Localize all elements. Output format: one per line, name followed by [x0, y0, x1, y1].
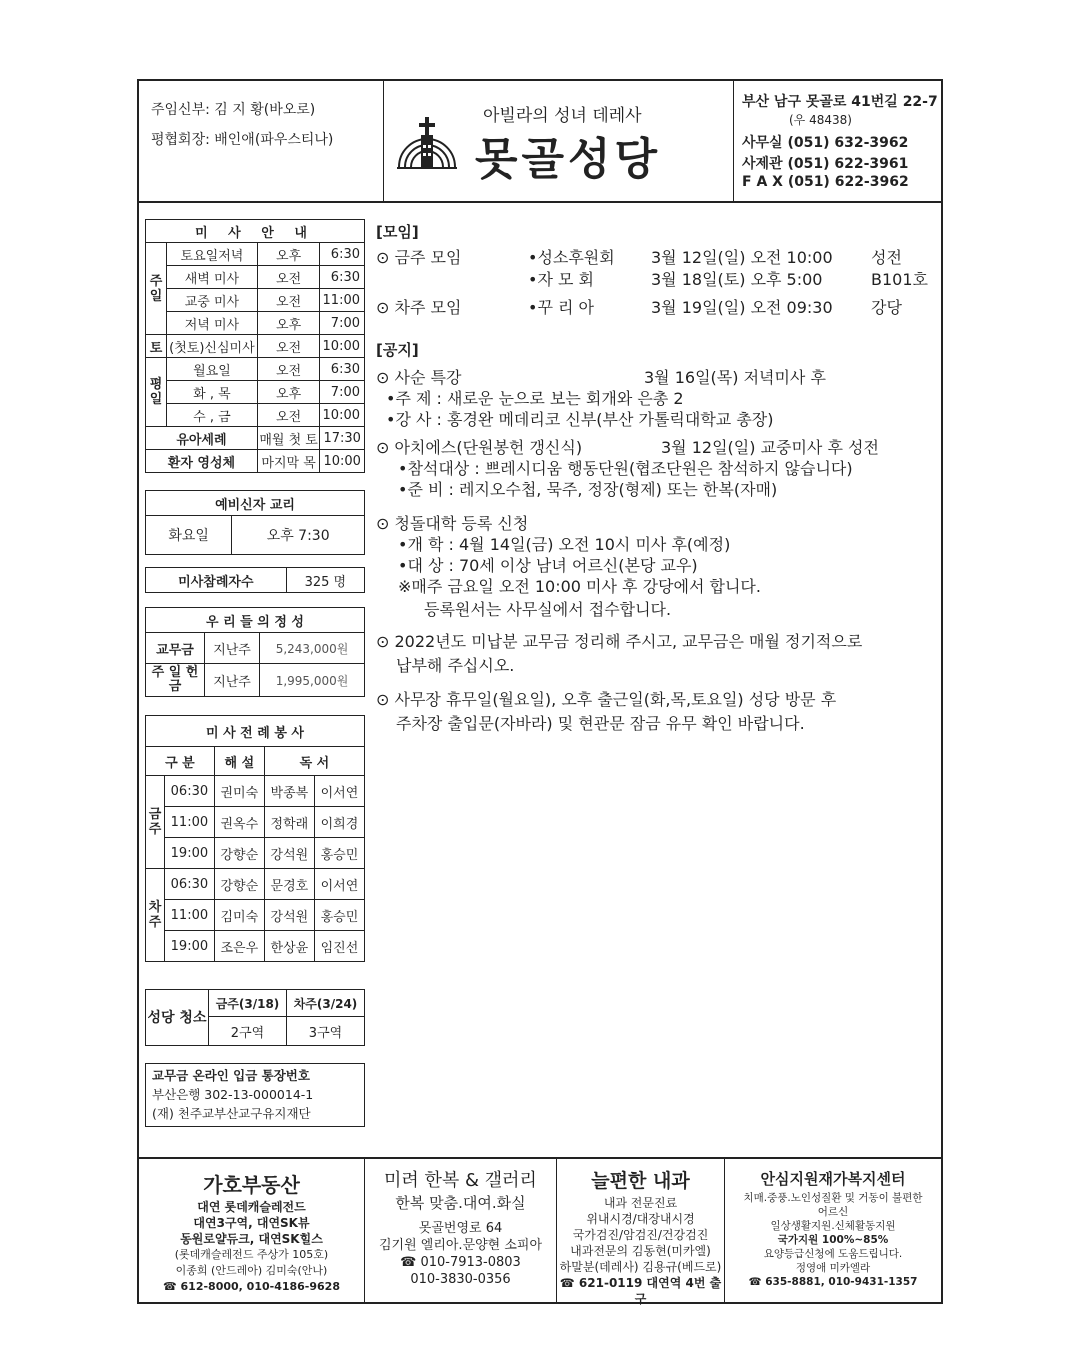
server-time: 06:30 [165, 869, 215, 900]
cleaning-table [145, 989, 365, 1046]
notice-line: 주차장 출입문(자바라) 및 현관문 잠금 유무 확인 바랍니다. [396, 714, 805, 733]
sick-communion-time: 10:00 [320, 450, 365, 473]
this-week-label: ⊙ 금주 모임 [376, 248, 462, 267]
saturday-label: 토 [146, 335, 167, 358]
mass-ampm: 오후 [257, 312, 320, 335]
notice-when: 3월 12일(일) 교중미사 후 성전 [661, 438, 879, 457]
mass-ampm: 오전 [257, 266, 320, 289]
notice-line: •개 학 : 4월 14일(금) 오전 10시 미사 후(예정) [398, 535, 731, 554]
mass-time: 11:00 [320, 289, 365, 312]
mass-name: 새벽 미사 [167, 266, 258, 289]
fax-number: F A X (051) 622-3962 [742, 174, 909, 190]
zip-code: (우 48438) [789, 113, 852, 127]
mass-ampm: 오전 [257, 404, 320, 427]
server-reader: 한상윤 [264, 931, 314, 962]
server-reader: 강석원 [264, 900, 314, 931]
bank-account-box [145, 1063, 365, 1127]
ad-line: 정영애 미카엘라 [795, 1262, 871, 1274]
notice-line: •강 사 : 홍경완 메데리코 신부(부산 가톨릭대학교 총장) [386, 410, 774, 429]
ad-line: 김기원 엘리아.문양현 소피아 [378, 1238, 543, 1253]
server-commentator: 김미숙 [214, 900, 264, 931]
header-title-block [383, 81, 734, 201]
catechumen-day: 화요일 [146, 516, 232, 555]
catechumen-title: 예비신자 교리 [146, 491, 365, 516]
server-time: 11:00 [165, 807, 215, 838]
ad-line: 이종희 (안드레아) 김미숙(안나) [175, 1264, 328, 1277]
server-commentator: 권미숙 [214, 776, 264, 807]
parish-title: 못골성당 [475, 134, 662, 185]
attendance-label: 미사참례자수 [146, 568, 287, 593]
notice-lent-lecture [376, 367, 936, 437]
meeting-when: 3월 18일(토) 오후 5:00 [651, 270, 823, 289]
server-commentator: 조은우 [214, 931, 264, 962]
liturgy-servers-table [145, 715, 365, 962]
mass-name: 월요일 [167, 358, 258, 381]
offering-period: 지난주 [205, 633, 260, 664]
servers-header-commentator: 해 설 [214, 747, 264, 776]
cleaning-label: 성당 청소 [146, 990, 209, 1046]
server-reader: 정학래 [264, 807, 314, 838]
offering-amount: 5,243,000원 [260, 633, 365, 664]
meeting-where: 성전 [871, 248, 902, 267]
mass-time: 7:00 [320, 312, 365, 335]
meetings-title: [모임] [376, 223, 419, 241]
mass-schedule-table [145, 219, 365, 473]
ad-line: 국가지원 100%~85% [777, 1234, 889, 1246]
server-time: 19:00 [165, 931, 215, 962]
notice-dues [376, 631, 936, 689]
this-week-meetings [376, 247, 936, 297]
server-reader: 이서연 [314, 869, 364, 900]
server-reader: 강석원 [264, 838, 314, 869]
server-reader: 이희경 [314, 807, 364, 838]
notice-line: 납부해 주십시오. [396, 656, 515, 675]
attendance-value: 325 명 [286, 568, 364, 593]
attendance-table [145, 567, 365, 593]
notice-title: ⊙ 아치에스(단원봉헌 갱신식) [376, 438, 583, 457]
ad-clinic [557, 1159, 725, 1304]
server-reader: 홍승민 [314, 838, 364, 869]
bank-title: 교무금 온라인 입금 통장번호 [152, 1068, 310, 1083]
ad-line: (롯데캐슬레전드 주상가 105호) [174, 1248, 329, 1261]
ad-line: 동원로얄듀크, 대연SK힐스 [180, 1232, 323, 1246]
notice-line: ⊙ 2022년도 미납분 교무금 정리해 주시고, 교무금은 매월 정기적으로 [376, 632, 863, 651]
header-staff [139, 81, 384, 201]
notice-line: ※매주 금요일 오전 10:00 미사 후 강당에서 합니다. [398, 577, 761, 596]
ad-line: 내과 전문진료 [603, 1196, 678, 1210]
ad-title: 가호부동산 [203, 1173, 300, 1197]
offering-label: 교무금 [146, 633, 205, 664]
ad-line: ☎ 621-0119 대연역 4번 출구 [559, 1276, 722, 1306]
mass-schedule-title: 미 사 안 내 [146, 220, 365, 243]
server-reader: 홍승민 [314, 900, 364, 931]
notice-senior-college [376, 513, 936, 631]
address: 부산 남구 못골로 41번길 22-7 [742, 94, 938, 110]
ad-line: ☎ 010-7913-0803 [400, 1255, 521, 1270]
ad-line: 국가검진/암검진/건강검진 [572, 1228, 709, 1242]
ad-title: 안심지원재가복지센터 [760, 1170, 906, 1188]
mass-ampm: 오후 [257, 381, 320, 404]
this-week-label: 금주 [146, 776, 165, 869]
meeting-name: •꾸 리 아 [528, 298, 594, 317]
ad-line: ☎ 635-8881, 010-9431-1357 [748, 1276, 918, 1288]
meeting-where: B101호 [871, 270, 928, 289]
ad-line: 010-3830-0356 [410, 1272, 511, 1287]
offering-period: 지난주 [205, 664, 260, 697]
ad-title: 늘편한 내과 [591, 1170, 690, 1192]
infant-baptism-when: 매월 첫 토 [257, 427, 320, 450]
mass-time: 6:30 [320, 266, 365, 289]
server-time: 06:30 [165, 776, 215, 807]
offering-amount: 1,995,000원 [260, 664, 365, 697]
offering-title: 우 리 들 의 정 성 [146, 608, 365, 633]
parish-patron: 아빌라의 성녀 데레사 [483, 106, 642, 126]
server-commentator: 강향순 [214, 838, 264, 869]
mass-time: 6:30 [320, 243, 365, 266]
server-commentator: 강향순 [214, 869, 264, 900]
offering-table [145, 607, 365, 697]
server-reader: 박종복 [264, 776, 314, 807]
server-time: 11:00 [165, 900, 215, 931]
offering-label: 주 일 헌 금 [146, 664, 205, 697]
catechumen-table [145, 490, 365, 555]
sick-communion-label: 환자 영성체 [146, 450, 258, 473]
mass-time: 10:00 [320, 335, 365, 358]
mass-name: 수 , 금 [167, 404, 258, 427]
mass-time: 6:30 [320, 358, 365, 381]
meeting-name: •자 모 회 [528, 270, 594, 289]
meeting-where: 강당 [871, 298, 902, 317]
servers-header-division: 구 분 [146, 747, 215, 776]
next-week-label: ⊙ 차주 모임 [376, 298, 462, 317]
mass-ampm: 오전 [257, 335, 320, 358]
ad-line: 대연 롯데캐슬레전드 [197, 1200, 306, 1214]
ad-hanbok [365, 1159, 557, 1304]
bank-holder: (재) 천주교부산교구유지재단 [152, 1106, 311, 1121]
mass-name: 화 , 목 [167, 381, 258, 404]
mass-ampm: 오전 [257, 358, 320, 381]
ad-line: 내과전문의 김동현(미카엘) [570, 1244, 711, 1258]
ad-realestate [139, 1159, 365, 1304]
ad-line [365, 1212, 556, 1220]
ad-line: ☎ 612-8000, 010-4186-9628 [162, 1280, 340, 1293]
server-reader: 문경호 [264, 869, 314, 900]
meeting-when: 3월 19일(일) 오전 09:30 [651, 298, 833, 317]
council-president: 평협회장: 배인애(파우스티나) [151, 132, 334, 148]
notice-line: •준 비 : 레지오수첩, 묵주, 정장(형제) 또는 한복(자매) [398, 480, 778, 499]
cleaning-next-header: 차주(3/24) [287, 990, 365, 1017]
catechumen-time: 오후 7:30 [232, 516, 365, 555]
notice-line: 등록원서는 사무실에서 접수합니다. [424, 600, 672, 619]
mass-name: 토요일저녁 [167, 243, 258, 266]
ad-line: 일상생활지원.신체활동지원 [770, 1220, 896, 1232]
sick-communion-when: 마지막 목 [257, 450, 320, 473]
notice-line: •참석대상 : 쁘레시디움 행동단원(협조단원은 참석하지 않습니다) [398, 459, 853, 478]
weekday-label: 평일 [146, 358, 167, 427]
meeting-name: •성소후원회 [528, 248, 615, 267]
mass-name: 교중 미사 [167, 289, 258, 312]
rectory-phone: 사제관 (051) 622-3961 [742, 156, 909, 172]
notices-title: [공지] [376, 341, 419, 359]
mass-name: (첫토)신심미사 [167, 335, 258, 358]
notice-line: •대 상 : 70세 이상 남녀 어르신(본당 교우) [398, 556, 698, 575]
church-logo-icon [395, 111, 459, 173]
ad-line: 어르신 [817, 1206, 849, 1218]
notice-title: ⊙ 사순 특강 [376, 368, 462, 387]
mass-time: 10:00 [320, 404, 365, 427]
notice-when: 3월 16일(목) 저녁미사 후 [644, 368, 826, 387]
mass-ampm: 오후 [257, 243, 320, 266]
ad-line: 요양등급신청에 도움드립니다. [763, 1248, 903, 1260]
mass-ampm: 오전 [257, 289, 320, 312]
next-week-label: 차주 [146, 869, 165, 962]
cleaning-this-header: 금주(3/18) [209, 990, 287, 1017]
header [139, 81, 941, 203]
server-commentator: 권옥수 [214, 807, 264, 838]
mass-time: 7:00 [320, 381, 365, 404]
bulletin-frame [137, 79, 943, 1304]
ad-line: 한복 맞춤.대여.화실 [395, 1194, 526, 1212]
infant-baptism-time: 17:30 [320, 427, 365, 450]
sunday-label: 주일 [146, 243, 167, 335]
meeting-when: 3월 12일(일) 오전 10:00 [651, 248, 833, 267]
ad-line: 못골번영로 64 [418, 1221, 503, 1236]
ad-line: 대연3구역, 대연SK뷰 [193, 1216, 310, 1230]
servers-header-reader: 독 서 [264, 747, 364, 776]
cleaning-this-value: 2구역 [209, 1017, 287, 1046]
server-time: 19:00 [165, 838, 215, 869]
next-week-meetings [376, 297, 936, 337]
mass-name: 저녁 미사 [167, 312, 258, 335]
header-contact [734, 81, 941, 201]
server-reader: 이서연 [314, 776, 364, 807]
ad-line: 하말분(데레사) 김용규(베드로) [559, 1260, 722, 1274]
pastor: 주임신부: 김 지 황(바오로) [151, 102, 316, 118]
infant-baptism-label: 유아세례 [146, 427, 258, 450]
notice-acies [376, 437, 936, 513]
notice-title: ⊙ 청돌대학 등록 신청 [376, 514, 529, 533]
server-reader: 임진선 [314, 931, 364, 962]
notice-line: •주 제 : 새로운 눈으로 보는 회개와 은총 2 [386, 389, 684, 408]
ad-line: 치매.중풍.노인성질환 및 거동이 불편한 [743, 1192, 923, 1204]
ad-welfare-center [725, 1159, 941, 1304]
main-content [376, 221, 936, 739]
office-phone: 사무실 (051) 632-3962 [742, 135, 909, 151]
cleaning-next-value: 3구역 [287, 1017, 365, 1046]
bank-account: 부산은행 302-13-000014-1 [152, 1087, 314, 1102]
notice-office-hours [376, 689, 936, 739]
advertisements [139, 1157, 941, 1304]
servers-title: 미 사 전 례 봉 사 [146, 716, 365, 747]
ad-title: 미려 한복 & 갤러리 [384, 1170, 537, 1191]
ad-line: 위내시경/대장내시경 [586, 1212, 695, 1226]
notice-line: ⊙ 사무장 휴무일(월요일), 오후 출근일(화,목,토요일) 성당 방문 후 [376, 690, 837, 709]
